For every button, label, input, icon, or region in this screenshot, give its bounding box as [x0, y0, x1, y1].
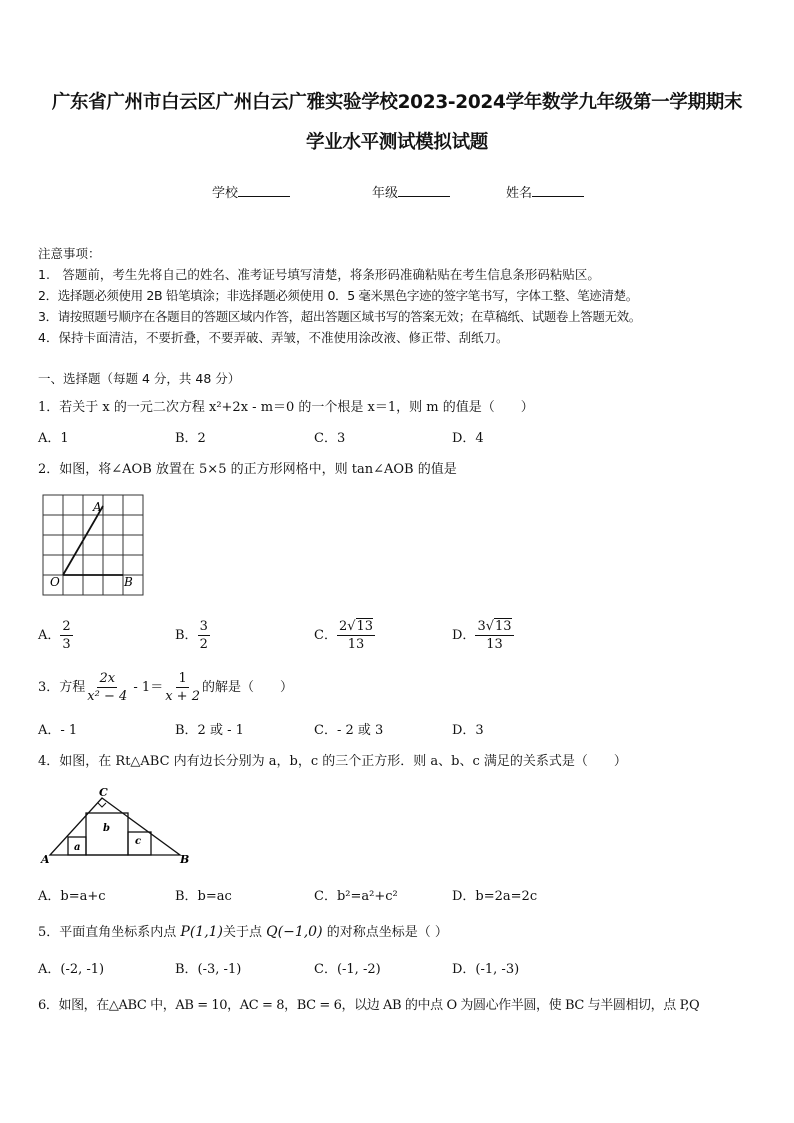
name-label: 姓名 — [506, 186, 533, 201]
notes-heading: 注意事项： — [38, 246, 101, 261]
q2-option-c — [314, 618, 375, 653]
note-item-3: 3．请按照题号顺序在各题目的答题区域内作答，超出答题区域书写的答案无效；在草稿纸、试题卷上答题无效。 — [38, 309, 641, 324]
grade-label: 年级 — [372, 186, 399, 201]
q2-option-a-letter: A． — [38, 628, 61, 643]
q3-option-d: D．3 — [452, 723, 484, 738]
q4-triangle-figure — [38, 783, 198, 865]
q3-option-c: C．- 2 或 3 — [314, 723, 384, 738]
name-field — [506, 182, 584, 201]
q2-option-b-fraction: $\frac{3}{2}$ — [199, 619, 208, 652]
q2-option-a — [38, 618, 73, 653]
grade-blank — [398, 184, 450, 197]
label-a-vertex: A — [41, 853, 50, 865]
q4-stem: 4．如图，在 Rt△ABC 内有边长分别为 a，b，c 的三个正方形．则 a、b、c 满足的关系式是（ ） — [38, 754, 627, 769]
triangle-abc — [50, 798, 180, 855]
q2-option-d-letter: D． — [452, 628, 476, 643]
school-blank — [238, 184, 290, 197]
q2-option-d — [452, 618, 514, 653]
note-item-4: 4．保持卡面清洁，不要折叠，不要弄破、弄皱，不准使用涂改液、修正带、刮纸刀。 — [38, 330, 509, 345]
q5-option-b: B．(-3, -1) — [175, 962, 242, 977]
q4-option-a: A．b=a+c — [38, 889, 106, 904]
square-b — [86, 813, 128, 855]
q1-option-b: B．2 — [175, 431, 206, 446]
note-item-2: 2．选择题必须使用 2B 铅笔填涂；非选择题必须使用 0．5 毫米黑色字迹的签字笔书写，字体工整、笔迹清楚。 — [38, 288, 638, 303]
q3-option-a: A．- 1 — [38, 723, 78, 738]
label-b: B — [124, 575, 133, 589]
label-c-vertex: C — [99, 786, 108, 799]
q2-stem: 2．如图，将∠AOB 放置在 5×5 的正方形网格中，则 tan∠AOB 的值是 — [38, 462, 457, 477]
title-line-1: 广东省广州市白云区广州白云广雅实验学校2023-2024学年数学九年级第一学期期末 — [51, 92, 743, 113]
label-b-vertex: B — [180, 853, 190, 865]
q4-option-c: C．b²=a²+c² — [314, 889, 398, 904]
grade-field — [372, 182, 450, 201]
label-o: O — [50, 575, 60, 589]
q1-option-d: D．4 — [452, 431, 484, 446]
note-item-1: 1. 答题前，考生先将自己的姓名、准考证号填写清楚，将条形码准确粘贴在考生信息条形码粘贴区。 — [38, 267, 600, 282]
q2-option-c-letter: C． — [314, 628, 337, 643]
q2-grid-figure — [38, 490, 148, 596]
q4-option-d: D．b=2a=2c — [452, 889, 538, 904]
q1-option-c: C．3 — [314, 431, 346, 446]
label-square-b: b — [103, 823, 110, 834]
label-a: A — [93, 500, 102, 514]
school-label: 学校 — [212, 186, 239, 201]
point-q: Q(−1,0) — [266, 924, 323, 940]
q1-stem: 1．若关于 x 的一元二次方程 x²+2x - m＝0 的一个根是 x＝1，则 m 的值是（ ） — [38, 400, 534, 415]
q3-fraction-1: $\frac{2x}{\text{x² − 4}}$ — [87, 671, 128, 704]
q5-option-a: A．(-2, -1) — [38, 962, 105, 977]
point-p: P(1,1) — [180, 924, 224, 940]
label-square-a: a — [74, 842, 81, 853]
q3-stem: 3．方程 $\frac{2x}{\text{x² − 4}}$ - 1＝ $\frac{1}{x + 2}$ 的解是（ ） — [38, 671, 293, 704]
section-heading: 一、选择题（每题 4 分，共 48 分） — [38, 371, 241, 386]
q5-option-d: D．(-1, -3) — [452, 962, 520, 977]
name-blank — [532, 184, 584, 197]
school-field — [212, 182, 290, 201]
q2-option-b-letter: B． — [175, 628, 198, 643]
label-square-c: c — [135, 836, 142, 847]
q3-fraction-2: $\frac{1}{x + 2}$ — [165, 671, 200, 704]
q3-option-b: B．2 或 - 1 — [175, 723, 244, 738]
q2-option-b — [175, 618, 210, 653]
q2-option-a-fraction: $\frac{2}{3}$ — [62, 619, 71, 652]
q2-option-c-fraction: $\frac{2√13}{13}$ — [338, 619, 374, 652]
q5-stem: 5．平面直角坐标系内点 P(1,1)关于点 Q(−1,0) 的对称点坐标是（ ） — [38, 924, 448, 940]
title-line-2: 学业水平测试模拟试题 — [305, 132, 488, 153]
q4-option-b: B．b=ac — [175, 889, 232, 904]
q6-stem: 6．如图，在△ABC 中，AB = 10，AC = 8，BC = 6，以边 AB 的中点 O 为圆心作半圆，使 BC 与半圆相切，点 P,Q — [38, 998, 700, 1013]
q1-option-a: A．1 — [38, 431, 69, 446]
q2-option-d-fraction: $\frac{3√13}{13}$ — [477, 619, 512, 652]
q5-option-c: C．(-1, -2) — [314, 962, 381, 977]
